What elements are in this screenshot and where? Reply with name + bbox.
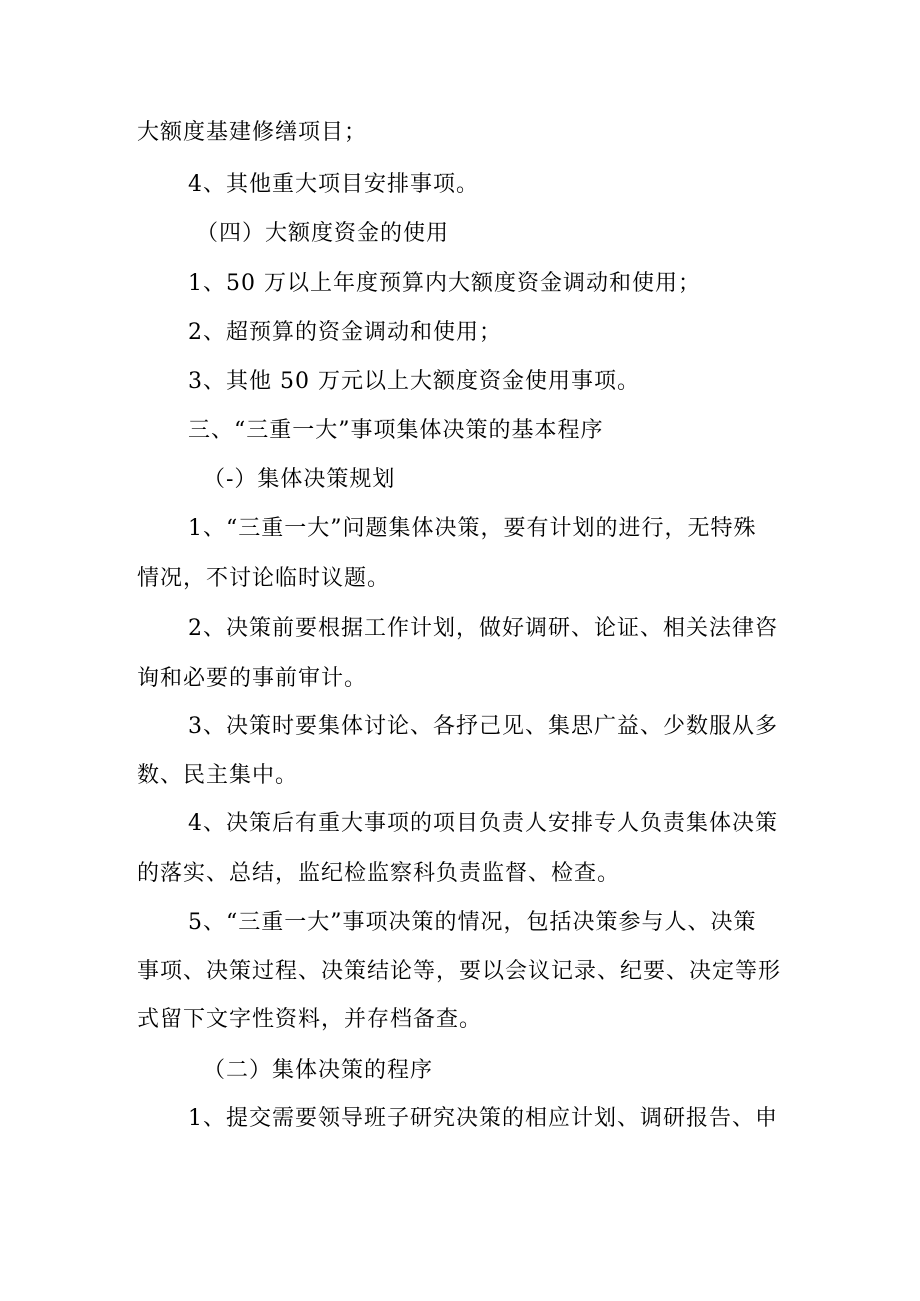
- section-heading: （二）集体决策的程序: [203, 1058, 434, 1083]
- text-line: 4、决策后有重大事项的项目负责人安排专人负责集体决策: [188, 811, 778, 836]
- text-line: 3、决策时要集体讨论、各抒己见、集思广益、少数服从多: [188, 714, 778, 739]
- text-line: 大额度基建修缮项目；: [137, 120, 368, 145]
- text-line: 2、决策前要根据工作计划，做好调研、论证、相关法律咨: [188, 616, 778, 641]
- text-line: 2、超预算的资金调动和使用；: [188, 320, 502, 345]
- text-line: 事项、决策过程、决策结论等，要以会议记录、纪要、决定等形: [137, 959, 782, 984]
- text-line: 1、50 万以上年度预算内大额度资金调动和使用；: [188, 271, 701, 296]
- text-line: 询和必要的事前审计。: [137, 666, 368, 691]
- text-line: 的落实、总结，监纪检监察科负责监督、检查。: [137, 861, 621, 886]
- section-heading: （四）大额度资金的使用: [196, 221, 450, 246]
- text-line: 5、“三重一大”事项决策的情况，包括决策参与人、决策: [188, 910, 757, 935]
- text-line: 式留下文字性资料，并存档备查。: [137, 1007, 483, 1032]
- text-line: 3、其他 50 万元以上大额度资金使用事项。: [188, 369, 640, 394]
- text-line: 1、提交需要领导班子研究决策的相应计划、调研报告、申: [188, 1106, 778, 1131]
- text-line: 4、其他重大项目安排事项。: [188, 172, 479, 197]
- text-line: 情况，不讨论临时议题。: [137, 566, 391, 591]
- text-line: 数、民主集中。: [137, 763, 299, 788]
- chapter-heading: 三、“三重一大”事项集体决策的基本程序: [188, 418, 604, 443]
- text-line: 1、“三重一大”问题集体决策，要有计划的进行，无特殊: [188, 516, 757, 541]
- section-heading: （-）集体决策规划: [203, 467, 396, 492]
